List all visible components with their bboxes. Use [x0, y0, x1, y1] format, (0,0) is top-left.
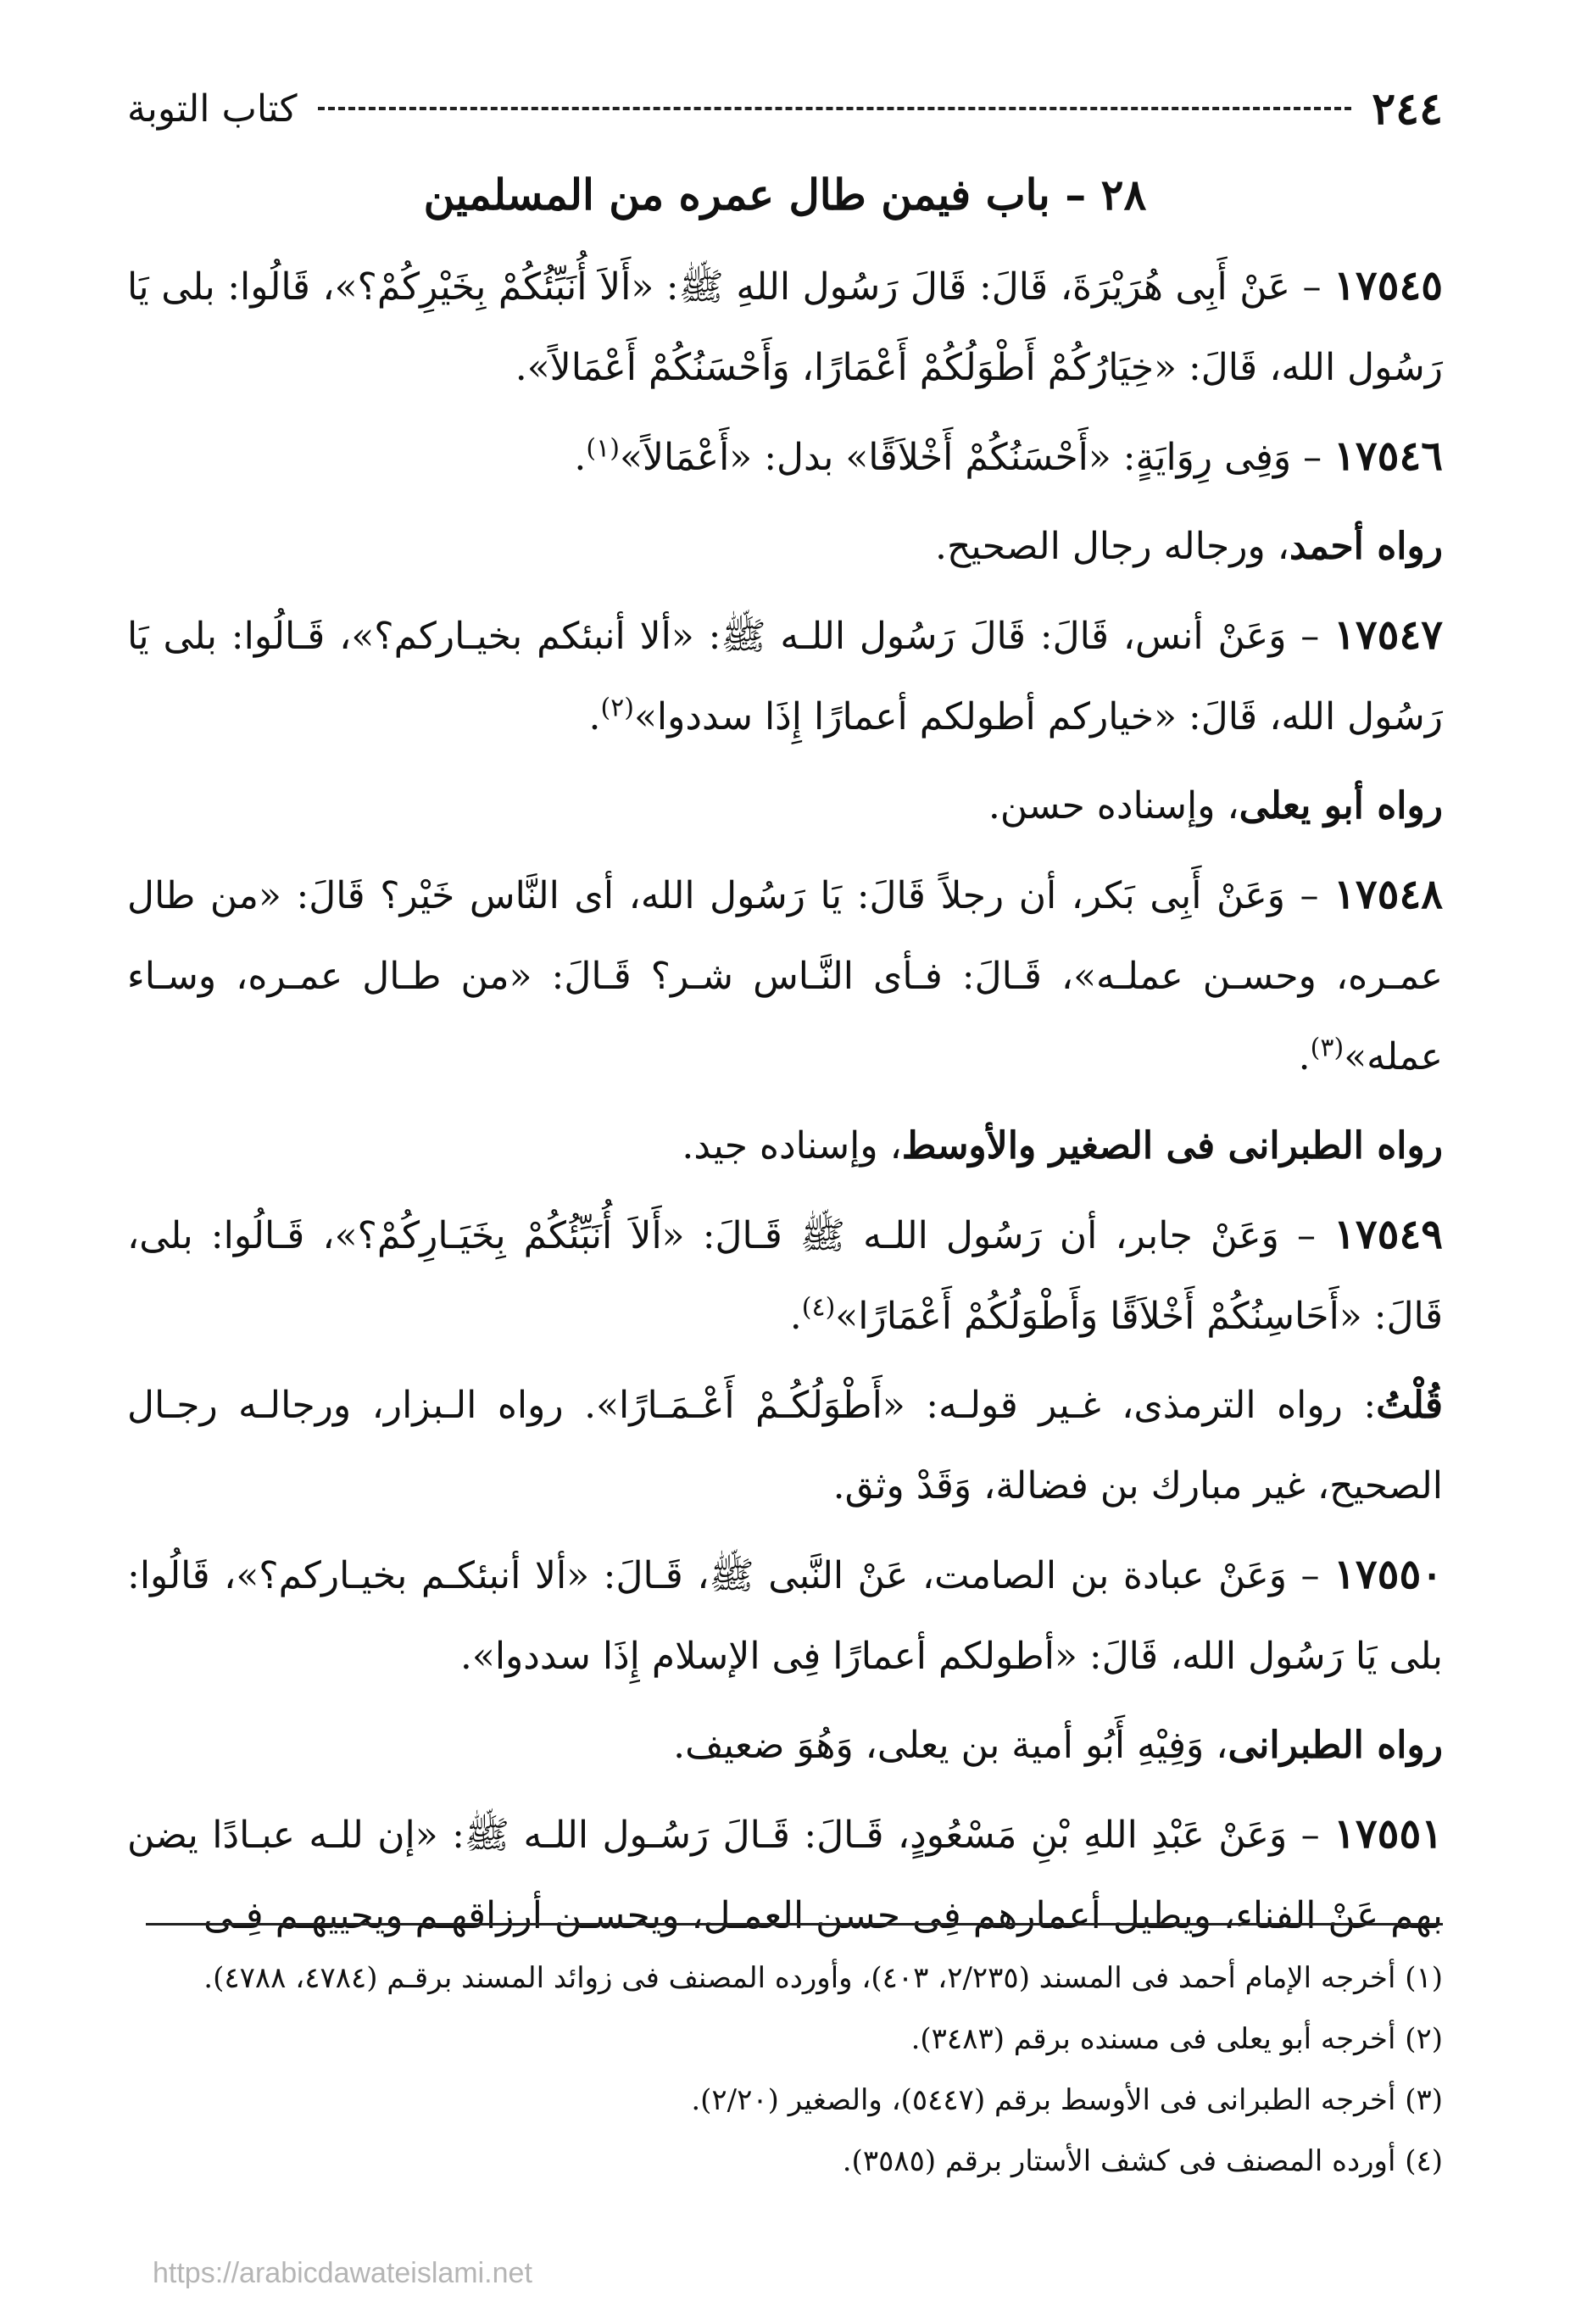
hadith-number: ١٧٥٥١ [1333, 1810, 1443, 1858]
hadith-text: – عَنْ أَبِى هُرَيْرَةَ، قَالَ: قَالَ رَسُول اللهِ ﷺ: «أَلاَ أُنَبِّئُكُمْ بِخَيْرِكُمْ؟»، قَالُوا: بلى يَا رَسُول الله، قَالَ: «خِيَارُكُمْ أَطْوَلُكُمْ أَعْمَارًا، وَأَحْسَنُكُمْ أَعْمَالاً». [127, 265, 1443, 389]
footnote: (١) أخرجه الإمام أحمد فى المسند (٢/٢٣٥، ٤٠٣)، وأورده المصنف فى زوائد المسند برقـم (٤٧٨٤، ٤٧٨٨). [203, 1961, 1443, 1995]
hadith-paragraph [127, 1535, 1443, 1697]
running-header [127, 75, 1443, 142]
hadith-number: ١٧٥٥٠ [1333, 1551, 1443, 1598]
source-lead: رواه أحمد [1289, 525, 1443, 568]
footnote-ref: (٣) [1310, 1033, 1345, 1063]
source-text: ، ورجاله رجال الصحيح. [935, 525, 1289, 568]
source-text: ، وإسناده حسن. [988, 784, 1239, 828]
page-number: ٢٤٤ [1372, 82, 1443, 135]
hadith-number: ١٧٥٤٧ [1333, 611, 1443, 659]
comment-lead: قُلْتُ [1376, 1384, 1443, 1427]
hadith-text: – وَفِى رِوَايَةٍ: «أَحْسَنُكُمْ أَخْلاَقًا» بدل: «أَعْمَالاً» [619, 436, 1334, 479]
hadith-number: ١٧٥٤٩ [1333, 1211, 1443, 1258]
source-lead: رواه الطبرانى فى الصغير والأوسط [901, 1124, 1443, 1168]
hadith-text: – وَعَنْ جابر، أن رَسُول اللـه ﷺ قَـالَ: «أَلاَ أُنَبِّئُكُمْ بِخَيَـارِكُمْ؟»، قَـالُوا: بلى، قَالَ: «أَحَاسِنُكُمْ أَخْلاَقًا وَأَطْوَلُكُمْ أَعْمَارًا» [127, 1214, 1443, 1338]
source-text: ، وَفِيْهِ أَبُو أمية بن يعلى، وَهُوَ ضعيف. [673, 1724, 1228, 1767]
footnotes [127, 1950, 1443, 2194]
chapter-heading: ٢٨ – باب فيمن طال عمره من المسلمين [423, 170, 1147, 220]
author-comment [127, 1365, 1443, 1526]
source-note [127, 1705, 1443, 1786]
hadith-paragraph: ١٧٥٤٧ – وَعَنْ أنس، قَالَ: قَالَ رَسُول اللـه ﷺ: «ألا أنبئكم بخيـاركم؟»، قَـالُوا: بلى يَا رَسُول الله، قَالَ: «خياركم أطولكم أعمارًا إِذَا سددوا»$^{(٢)}$. [127, 611, 1443, 738]
footnote: (٤) أورده المصنف فى كشف الأستار برقم (٣٥٨٥). [842, 2144, 1443, 2178]
source-note [127, 1106, 1443, 1186]
source-lead: رواه أبو يعلى [1239, 784, 1443, 828]
header-dashed-rule [318, 107, 1352, 110]
footnote-ref: (٢) [600, 693, 635, 723]
hadith-text: – وَعَنْ عَبْدِ اللهِ بْنِ مَسْعُودٍ، قَـالَ: قَـالَ رَسُـول اللـه ﷺ: «إن للـه عبـادًا يضن بهم عَنْ الفناء، ويطيل أعمارهم فِى حسن العمـل، ويحسـن أرزاقهـم ويحييهـم فِـى [127, 1814, 1443, 1937]
footnote-ref: (١) [586, 433, 620, 464]
watermark-url: https://arabicdawateislami.net [153, 2257, 532, 2289]
footnote: (٣) أخرجه الطبرانى فى الأوسط برقم (٥٤٤٧)، والصغير (٢/٢٠). [691, 2083, 1443, 2117]
hadith-paragraph: ١٧٥٤٩ – وَعَنْ جابر، أن رَسُول اللـه ﷺ قَـالَ: «أَلاَ أُنَبِّئُكُمْ بِخَيَـارِكُمْ؟»، قَـالُوا: بلى، قَالَ: «أَحَاسِنُكُمْ أَخْلاَقًا وَأَطْوَلُكُمْ أَعْمَارًا»$^{(٤)}$. [127, 1211, 1443, 1338]
body-text [127, 246, 1443, 1965]
hadith-number: ١٧٥٤٨ [1333, 871, 1443, 918]
hadith-paragraph [127, 246, 1443, 408]
source-note [127, 766, 1443, 846]
footnote-divider [146, 1923, 1443, 1926]
hadith-paragraph [127, 1794, 1443, 1956]
hadith-text: – وَعَنْ أَبِى بَكر، أن رجلاً قَالَ: يَا رَسُول الله، أى النَّاس خَيْر؟ قَالَ: «من طال عمـره، وحسـن عملـه»، قَـالَ: فـأى النَّـاس شـر؟ قَـالَ: «من طـال عمـره، وسـاء عمله» [127, 874, 1443, 1078]
source-note [127, 506, 1443, 587]
hadith-text: – وَعَنْ أنس، قَالَ: قَالَ رَسُول اللـه ﷺ: «ألا أنبئكم بخيـاركم؟»، قَـالُوا: بلى يَا رَسُول الله، قَالَ: «خياركم أطولكم أعمارًا إِذَا سددوا» [127, 615, 1443, 738]
footnote-ref: (٤) [801, 1292, 836, 1323]
hadith-number: ١٧٥٤٦ [1333, 432, 1443, 480]
hadith-number: ١٧٥٤٥ [1333, 262, 1443, 309]
source-text: ، وإسناده جيد. [682, 1124, 902, 1168]
hadith-paragraph: ١٧٥٤٨ – وَعَنْ أَبِى بَكر، أن رجلاً قَالَ: يَا رَسُول الله، أى النَّاس خَيْر؟ قَالَ: «من طال عمـره، وحسـن عملـه»، قَـالَ: فـأى النَّـاس شـر؟ قَـالَ: «من طـال عمـره، وسـاء عمله»$^{(٣)}$. [127, 871, 1443, 1078]
footnote: (٢) أخرجه أبو يعلى فى مسنده برقم (٣٤٨٣). [910, 2022, 1443, 2056]
comment-text: : رواه الترمذى، غـير قولـه: «أَطْوَلُكُـمْ أَعْـمَـارًا». رواه الـبزار، ورجالـه رجـال الصحيح، غير مبارك بن فضالة، وَقَدْ وثق. [127, 1384, 1443, 1508]
hadith-paragraph: ١٧٥٤٦ – وَفِى رِوَايَةٍ: «أَحْسَنُكُمْ أَخْلاَقًا» بدل: «أَعْمَالاً»$^{(١)}$. [574, 432, 1443, 480]
source-lead: رواه الطبرانى [1228, 1724, 1443, 1767]
book-title: كتاب التوبة [127, 86, 298, 131]
hadith-text: – وَعَنْ عبادة بن الصامت، عَنْ النَّبى ﷺ، قَـالَ: «ألا أنبئكـم بخيـاركم؟»، قَالُوا: بلى يَا رَسُول الله، قَالَ: «أطولكم أعمارًا فِى الإسلام إِذَا سددوا». [127, 1554, 1443, 1678]
